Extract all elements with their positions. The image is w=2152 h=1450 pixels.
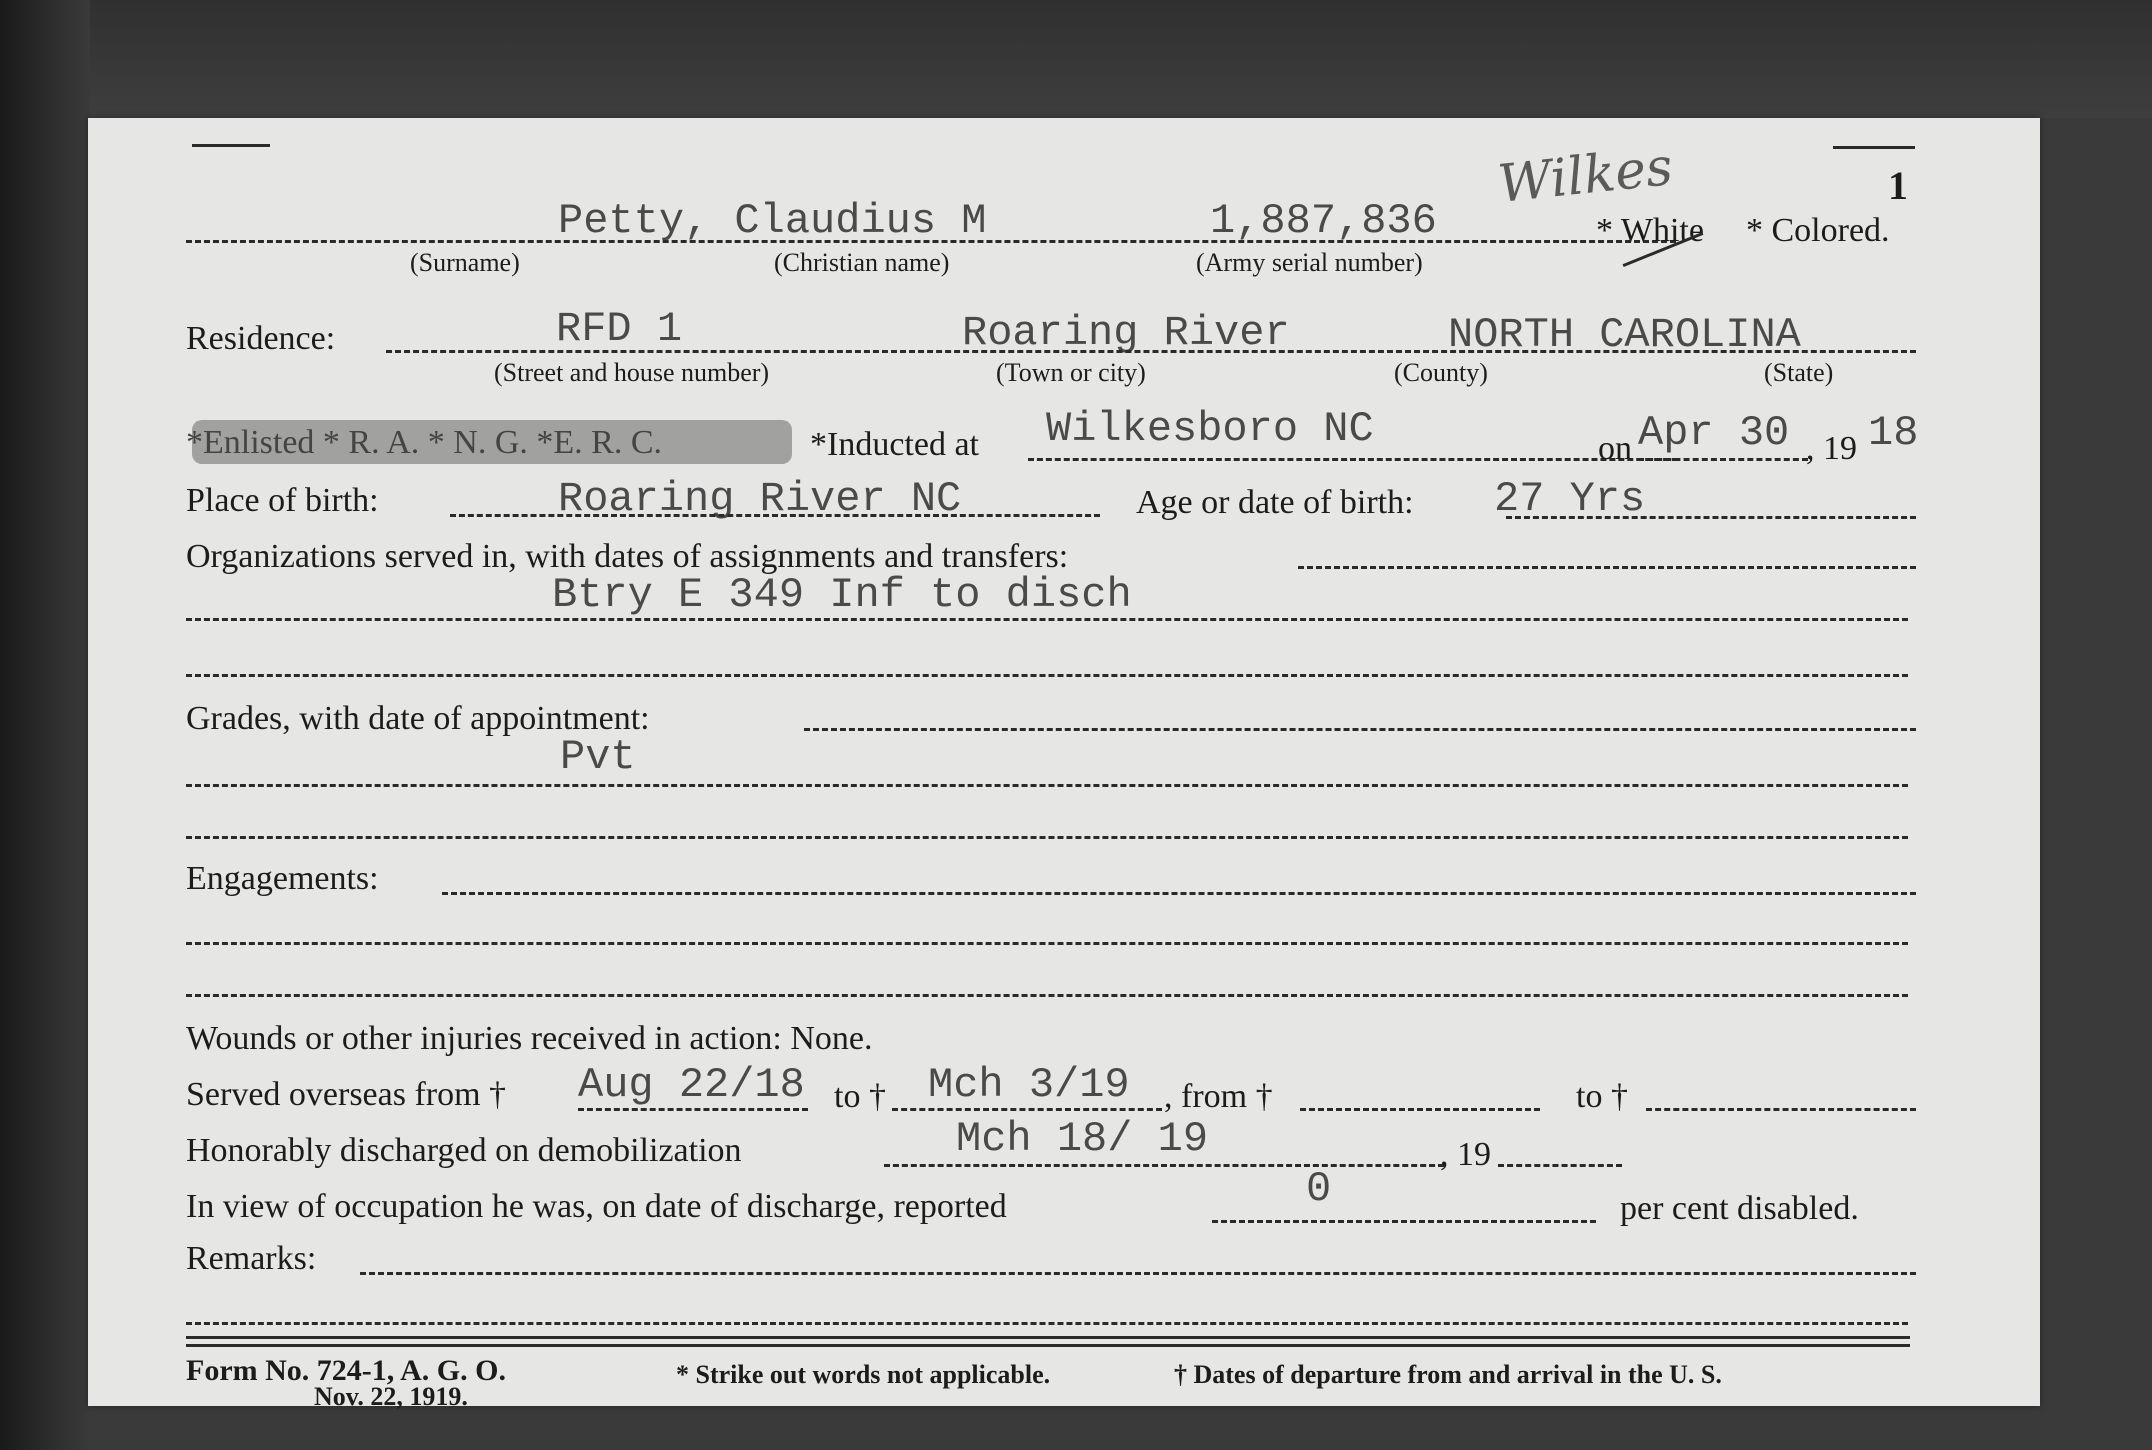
overseas-from-line (578, 1108, 808, 1111)
grades-line-0 (804, 728, 1916, 731)
inducted-date-value: Apr 30 (1638, 409, 1790, 457)
discharge-year-suffix: , 19 (1440, 1136, 1491, 1173)
name-value: Petty, Claudius M (558, 197, 987, 245)
birthplace-line (450, 514, 1100, 517)
organizations-label: Organizations served in, with dates of assignments and transfers: (186, 538, 1069, 575)
inducted-date-line (1638, 458, 1808, 461)
town-caption: (Town or city) (996, 358, 1146, 387)
year-prefix: , 19 (1806, 430, 1857, 467)
disability-label: In view of occupation he was, on date of discharge, reported (186, 1188, 1007, 1225)
service-record-card (88, 118, 2040, 1411)
street-caption: (Street and house number) (494, 358, 770, 387)
county-handwritten-note: Wilkes (1495, 137, 1676, 215)
surname-caption: (Surname) (410, 248, 520, 277)
residence-line (386, 350, 1916, 353)
age-value: 27 Yrs (1494, 475, 1646, 523)
serial-value: 1,887,836 (1210, 197, 1437, 245)
inducted-label: *Inducted at (810, 426, 979, 463)
engagements-line-0 (442, 892, 1916, 895)
remarks-line-0 (360, 1272, 1916, 1275)
overseas-from2-label: , from † (1164, 1078, 1273, 1115)
enlisted-text: *Enlisted * R. A. * N. G. *E. R. C. (186, 424, 663, 461)
discharge-line (884, 1164, 1444, 1167)
wounds-label: Wounds or other injuries received in action: None. (186, 1020, 873, 1057)
organizations-line-1 (186, 618, 1908, 621)
overseas-to2-line (1646, 1108, 1916, 1111)
on-label: on (1598, 430, 1632, 467)
page-number: 1 (1888, 163, 1908, 208)
grades-label: Grades, with date of appointment: (186, 700, 650, 737)
organizations-line-2 (186, 674, 1908, 677)
state-value: NORTH CAROLINA (1448, 311, 1801, 359)
year-value: 18 (1868, 409, 1919, 457)
scan-border-left (0, 0, 90, 1450)
form-date: Nov. 22, 1919. (314, 1382, 468, 1411)
strike-note: * Strike out words not applicable. (676, 1360, 1051, 1389)
disability-suffix: per cent disabled. (1620, 1190, 1859, 1227)
organizations-value: Btry E 349 Inf to disch (552, 571, 1132, 619)
footer-rule-top (186, 1336, 1910, 1339)
town-value: Roaring River (962, 309, 1290, 357)
state-caption: (State) (1764, 358, 1834, 387)
organizations-line-0 (1298, 566, 1916, 569)
engagements-label: Engagements: (186, 860, 379, 897)
discharge-year-line (1498, 1164, 1622, 1167)
engagements-line-2 (186, 994, 1908, 997)
corner-rule-right (1833, 146, 1915, 149)
scan-border-top (90, 0, 2152, 118)
overseas-to2-label: to † (1576, 1078, 1628, 1115)
remarks-label: Remarks: (186, 1240, 317, 1277)
grades-value: Pvt (560, 733, 636, 781)
disability-line (1212, 1220, 1596, 1223)
overseas-from2-line (1300, 1108, 1540, 1111)
corner-rule-left (192, 144, 270, 147)
race-colored: * Colored. (1746, 212, 1890, 249)
dates-note: † Dates of departure from and arrival in the U. S. (1174, 1360, 1722, 1389)
county-caption: (County) (1394, 358, 1488, 387)
race-white: * White (1596, 212, 1704, 249)
discharge-value: Mch 18/ 19 (956, 1115, 1209, 1163)
engagements-line-1 (186, 942, 1908, 945)
residence-label: Residence: (186, 320, 336, 357)
birthplace-value: Roaring River NC (558, 475, 962, 523)
overseas-to-value: Mch 3/19 (928, 1061, 1130, 1109)
serial-caption: (Army serial number) (1196, 248, 1423, 277)
disability-value: 0 (1306, 1165, 1332, 1213)
christian-caption: (Christian name) (774, 248, 950, 277)
footer-rule-bottom (186, 1344, 1910, 1347)
age-line (1506, 516, 1916, 519)
overseas-label: Served overseas from † (186, 1076, 507, 1113)
street-value: RFD 1 (556, 305, 683, 353)
birthplace-label: Place of birth: (186, 482, 379, 519)
name-line (186, 240, 1676, 243)
grades-line-1 (186, 784, 1908, 787)
inducted-line (1028, 458, 1678, 461)
overseas-to-label: to † (834, 1078, 886, 1115)
form-number: Form No. 724-1, A. G. O. (186, 1354, 506, 1387)
overseas-from-value: Aug 22/18 (578, 1061, 805, 1109)
discharge-label: Honorably discharged on demobilization (186, 1132, 742, 1169)
overseas-to-line (892, 1108, 1162, 1111)
age-label: Age or date of birth: (1136, 484, 1414, 521)
inducted-place-value: Wilkesboro NC (1046, 405, 1374, 453)
remarks-line-1 (186, 1322, 1908, 1325)
grades-line-2 (186, 836, 1908, 839)
